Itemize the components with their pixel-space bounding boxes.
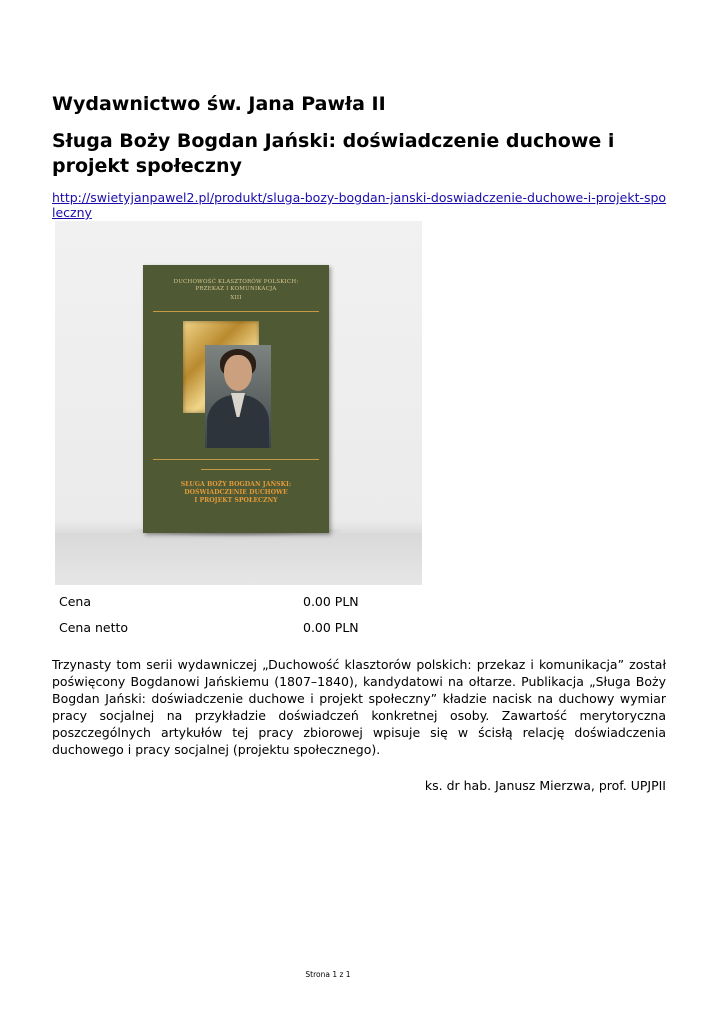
cover-series-line1: DUCHOWOŚĆ KLASZTORÓW POLSKICH: bbox=[173, 279, 299, 285]
price-value: 0.00 PLN bbox=[303, 593, 359, 609]
cover-series-number: XIII bbox=[230, 295, 242, 301]
cover-title-line1: SŁUGA BOŻY BOGDAN JAŃSKI: bbox=[180, 481, 292, 488]
image-floor bbox=[55, 533, 422, 585]
net-price-value: 0.00 PLN bbox=[303, 619, 359, 635]
cover-rule-middle bbox=[153, 459, 319, 460]
product-title: Sługa Boży Bogdan Jański: doświadczenie duchowe i projekt społeczny bbox=[52, 130, 615, 177]
product-url-link[interactable]: http://swietyjanpawel2.pl/produkt/sluga-bozy-bogdan-janski-doswiadczenie-duchowe-i-projekt-spoleczny bbox=[52, 190, 667, 220]
price-label: Cena bbox=[59, 593, 92, 609]
cover-series-line2: PRZEKAZ I KOMUNIKACJA bbox=[195, 286, 277, 292]
product-description: Trzynasty tom serii wydawniczej „Duchowość klasztorów polskich: przekaz i komunikacja” został poświęcony Bogdanowi Jańskiemu (1807–1840), kandydatowi na ołtarze. Publikacja „Sługa Boży Bogdan Jański: doświadczenie duchowe i projekt społeczny” kładzie nacisk na duchowy wymiar pracy socjalnej na przykładzie doświadczeń konkretnej osoby. Zawartość merytoryczna poszczególnych artykułów tej pracy zbiorowej wpisuje się w ścisłą relację doświadczenia duchowego i pracy socjalnej (projektu społecznego). bbox=[52, 657, 666, 757]
cover-rule-top bbox=[153, 311, 319, 312]
price-table bbox=[55, 588, 422, 640]
net-price-label: Cena netto bbox=[59, 619, 129, 635]
cover-title-text bbox=[151, 481, 321, 505]
cover-portrait bbox=[205, 345, 271, 448]
product-image bbox=[55, 221, 422, 585]
publisher-heading: Wydawnictwo św. Jana Pawła II bbox=[52, 93, 386, 115]
table-row bbox=[55, 614, 422, 640]
cover-rule-short bbox=[201, 469, 271, 470]
description-author: ks. dr hab. Janusz Mierzwa, prof. UPJPII bbox=[424, 778, 666, 793]
page-footer: Strona 1 z 1 bbox=[305, 970, 351, 979]
book-cover bbox=[143, 265, 329, 533]
portrait-face bbox=[224, 355, 252, 391]
cover-series-text bbox=[151, 279, 321, 302]
table-row bbox=[55, 588, 422, 614]
cover-title-line3: I PROJEKT SPOŁECZNY bbox=[194, 497, 278, 504]
cover-title-line2: DOŚWIADCZENIE DUCHOWE bbox=[184, 489, 288, 496]
